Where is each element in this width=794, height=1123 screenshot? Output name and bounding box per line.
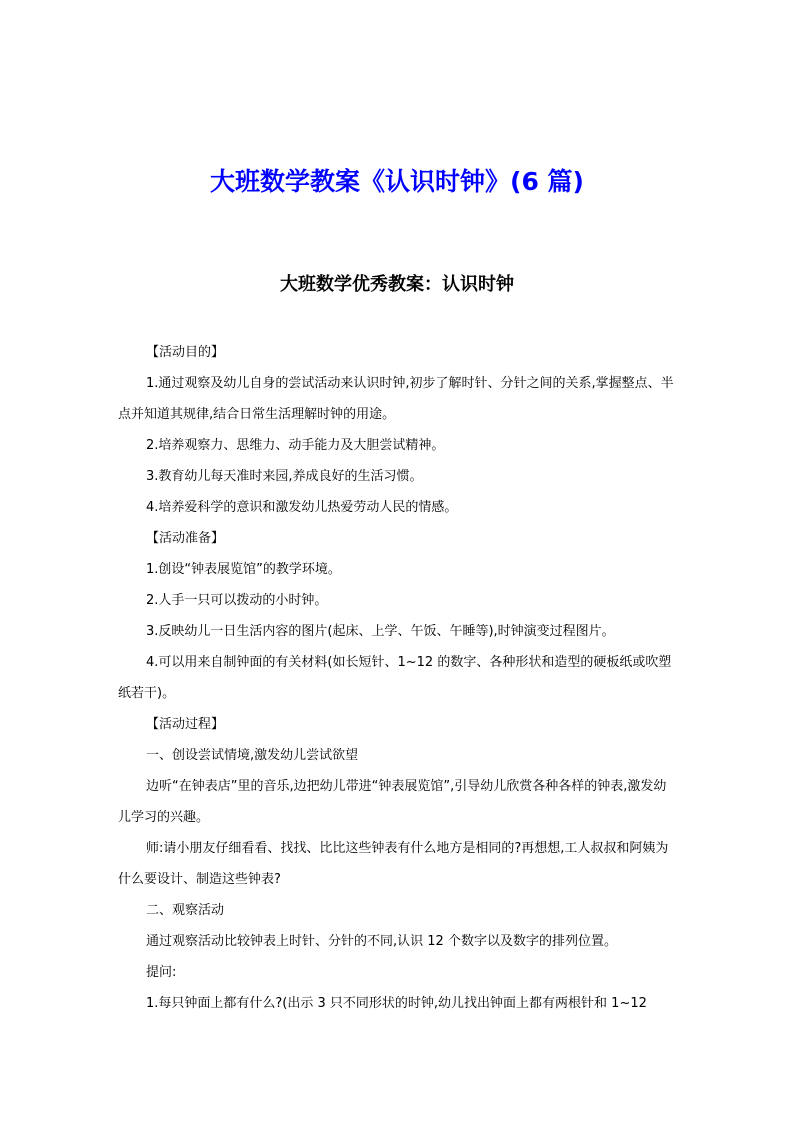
section-heading-purpose: 【活动目的】 bbox=[146, 345, 225, 360]
paragraph: 1.创设“钟表展览馆”的教学环境。 bbox=[146, 562, 341, 577]
paragraph: 4.培养爱科学的意识和激发幼儿热爱劳动人民的情感。 bbox=[146, 500, 458, 515]
paragraph: 2.人手一只可以拨动的小时钟。 bbox=[146, 593, 328, 608]
paragraph: 提问: bbox=[146, 965, 177, 980]
paragraph: 1.通过观察及幼儿自身的尝试活动来认识时钟,初步了解时针、分针之间的关系,掌握整点、半点并知道其规律,结合日常生活理解时钟的用途。 bbox=[118, 376, 674, 422]
paragraph: 师:请小朋友仔细看看、找找、比比这些钟表有什么地方是相同的?再想想,工人叔叔和阿姨为什么要设计、制造这些钟表? bbox=[118, 841, 669, 887]
document-title: 大班数学教案《认识时钟》(6 篇) bbox=[210, 167, 584, 196]
paragraph: 边听“在钟表店”里的音乐,边把幼儿带进“钟表展览馆”,引导幼儿欣赏各种各样的钟表,激发幼儿学习的兴趣。 bbox=[118, 779, 667, 825]
paragraph: 3.反映幼儿一日生活内容的图片(起床、上学、午饭、午睡等),时钟演变过程图片。 bbox=[146, 624, 615, 639]
paragraph: 2.培养观察力、思维力、动手能力及大胆尝试精神。 bbox=[146, 438, 445, 453]
paragraph: 4.可以用来自制钟面的有关材料(如长短针、1~12 的数字、各种形状和造型的硬板纸或吹塑纸若干)。 bbox=[118, 655, 672, 701]
paragraph: 1.每只钟面上都有什么?(出示 3 只不同形状的时钟,幼儿找出钟面上都有两根针和 1~12 bbox=[146, 996, 647, 1011]
document-body bbox=[118, 337, 678, 1019]
paragraph: 一、创设尝试情境,激发幼儿尝试欲望 bbox=[146, 748, 359, 763]
paragraph: 3.教育幼儿每天准时来园,养成良好的生活习惯。 bbox=[146, 469, 423, 484]
section-heading-preparation: 【活动准备】 bbox=[146, 531, 225, 546]
document-subtitle: 大班数学优秀教案：认识时钟 bbox=[280, 274, 514, 295]
paragraph: 二、观察活动 bbox=[146, 903, 225, 918]
paragraph: 通过观察活动比较钟表上时针、分针的不同,认识 12 个数字以及数字的排列位置。 bbox=[146, 934, 617, 949]
section-heading-process: 【活动过程】 bbox=[146, 717, 225, 732]
